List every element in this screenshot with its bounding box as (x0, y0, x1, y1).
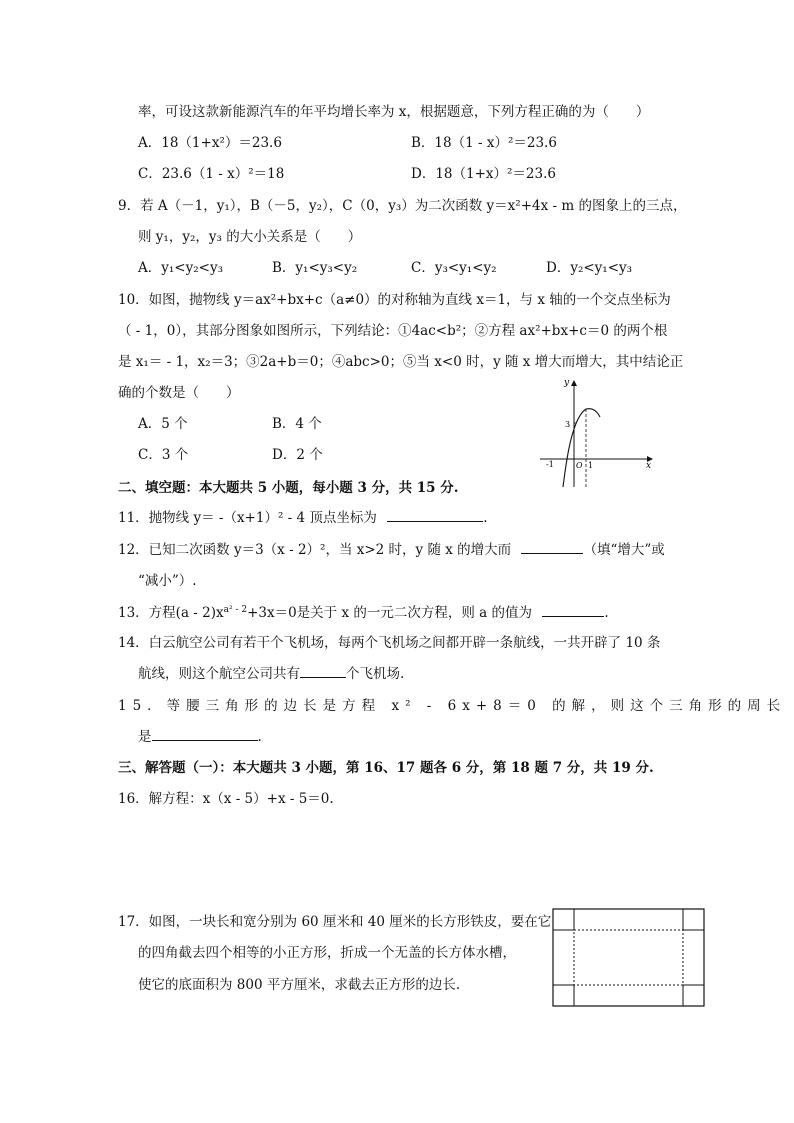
q13-answer-blank[interactable] (542, 604, 604, 617)
graph-tick-1: 1 (588, 461, 594, 470)
q12-tail: （填“增大”或 (583, 542, 665, 558)
q11-text: 11．抛物线 y＝ -（x+1）² - 4 顶点坐标为 (118, 510, 377, 526)
q10-option-d: D．2 个 (272, 447, 323, 463)
graph-tick-3: 3 (565, 420, 571, 429)
graph-x-label: x (646, 461, 652, 471)
q9-line-1: 9．若 A（－1，y₁），B（－5，y₂），C（0，y₃）为二次函数 y＝x²+4x - m 的图象上的三点， (118, 198, 687, 214)
q12 (118, 541, 665, 559)
q8-option-d: D．18（1+x）²＝23.6 (411, 166, 556, 182)
q13-end: . (604, 605, 609, 621)
q8-option-b: B．18（1 - x）²＝23.6 (411, 135, 557, 151)
corner-square-bottom-right (683, 985, 704, 1006)
q10-option-b: B．4 个 (272, 416, 322, 432)
q17-sheet-diagram (552, 908, 706, 1008)
q15-answer-blank[interactable] (152, 728, 258, 741)
q15-text: 是 (138, 729, 152, 745)
fold-lines (574, 930, 683, 985)
q17-line-3: 使它的底面积为 800 平方厘米，求截去正方形的边长. (138, 977, 461, 993)
section-3-title: 三、解答题（一）：本大题共 3 小题，第 16、17 题各 6 分，第 18 题 7 分，共 19 分. (118, 760, 654, 776)
q14-answer-blank[interactable] (300, 665, 346, 678)
q9-option-b: B．y₁<y₃<y₂ (272, 260, 358, 276)
graph-origin: O (576, 461, 583, 470)
q10-line-2: （ - 1，0），其部分图象如图所示，下列结论：①4ac<b²；②方程 ax²+bx+c＝0 的两个根 (118, 323, 668, 339)
q10-option-c: C．3 个 (138, 447, 189, 463)
q8-continuation: 率，可设这款新能源汽车的年平均增长率为 x，根据题意，下列方程正确的为（ ） (138, 104, 650, 120)
q10-line-4: 确的个数是（ ） (118, 385, 240, 401)
q9-line-2: 则 y₁，y₂，y₃ 的大小关系是（ ） (138, 229, 362, 245)
q17-line-2: 的四角截去四个相等的小正方形，折成一个无盖的长方体水槽， (138, 945, 516, 961)
q10-option-a: A．5 个 (138, 416, 188, 432)
corner-square-top-left (553, 909, 574, 930)
q14-text-a: 航线，则这个航空公司共有 (138, 666, 300, 682)
q12-answer-blank[interactable] (521, 541, 583, 554)
q8-option-a: A．18（1+x²）＝23.6 (138, 135, 282, 151)
q10-parabola-graph (536, 375, 658, 490)
q12-line-2: “减小”）. (138, 573, 197, 589)
corner-square-bottom-left (553, 985, 574, 1006)
q8-option-c: C．23.6（1 - x）²＝18 (138, 166, 285, 182)
q15-line-2 (138, 728, 262, 746)
q15-line-1: 15．等腰三角形的边长是方程 x² - 6x+8＝0 的解，则这个三角形的周长 (118, 698, 787, 714)
q15-end: . (257, 729, 262, 745)
q10-line-3: 是 x₁＝ - 1，x₂＝3；③2a+b＝0；④abc>0；⑤当 x<0 时，y 随 x 增大而增大，其中结论正 (118, 354, 684, 370)
q14-line-2 (138, 665, 404, 683)
q9-option-a: A．y₁<y₂<y₃ (138, 260, 223, 276)
q9-option-c: C．y₃<y₁<y₂ (411, 260, 497, 276)
q11-answer-blank[interactable] (387, 509, 483, 522)
q16-text: 16．解方程：x（x - 5）+x - 5＝0. (118, 791, 334, 807)
sheet-outline (553, 909, 704, 1006)
corner-square-top-right (683, 909, 704, 930)
graph-tick-neg1: -1 (546, 460, 554, 469)
section-2-title: 二、填空题：本大题共 5 小题，每小题 3 分，共 15 分. (118, 480, 459, 496)
graph-y-label: y (564, 378, 570, 388)
q13 (118, 604, 609, 622)
q13-exponent: a² - 2 (223, 605, 248, 615)
q11 (118, 509, 488, 527)
q12-text: 12．已知二次函数 y＝3（x - 2）²，当 x>2 时，y 随 x 的增大而 (118, 542, 512, 558)
q14-text-b: 个飞机场. (346, 666, 405, 682)
q14-line-1: 14．白云航空公司有若干个飞机场，每两个飞机场之间都开辟一条航线，一共开辟了 10 条 (118, 635, 661, 651)
q10-line-1: 10．如图，抛物线 y＝ax²+bx+c（a≠0）的对称轴为直线 x＝1，与 x 轴的一个交点坐标为 (118, 292, 671, 308)
q17-line-1: 17．如图，一块长和宽分别为 60 厘米和 40 厘米的长方形铁皮，要在它 (118, 914, 552, 930)
q13-text: 13．方程(a - 2)x (118, 605, 224, 621)
q13-mid: +3x＝0是关于 x 的一元二次方程，则 a 的值为 (247, 605, 533, 621)
q9-option-d: D．y₂<y₁<y₃ (546, 260, 633, 276)
q11-end: . (483, 510, 488, 526)
